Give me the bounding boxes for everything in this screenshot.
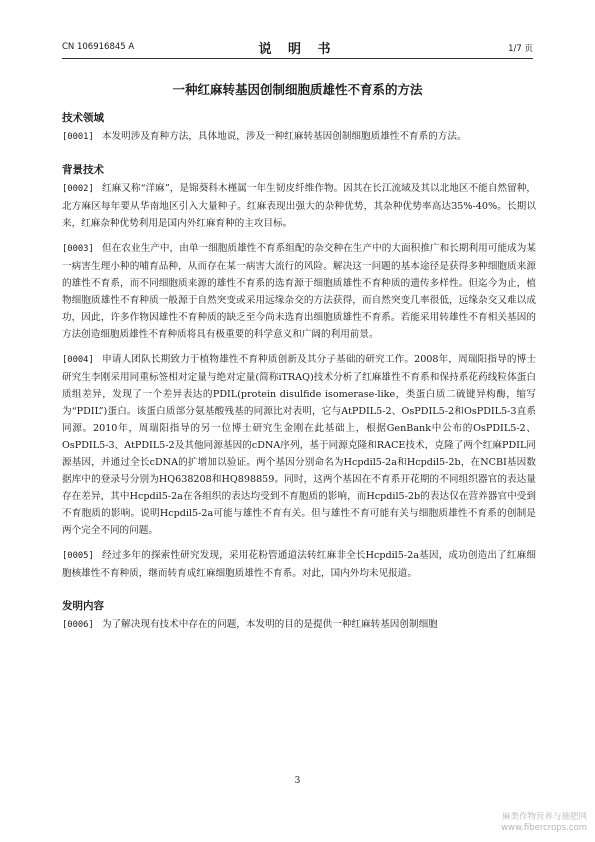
- paragraph-text: 红麻又称“洋麻”，是锦葵科木槿属一年生韧皮纤维作物。因其在长江流域及其以北地区不能自然留种，北方麻区每年要从华南地区引入大量种子。红麻表现出强大的杂种优势，其杂种优势率高达35%-40%。长期以来，红麻杂种优势利用是国内外红麻育种的主攻目标。: [62, 183, 536, 229]
- page-number: 3: [294, 776, 301, 786]
- page-indicator: 1/7 页: [508, 44, 533, 54]
- paragraph-0003: [62, 240, 536, 343]
- section-heading-invention: 发明内容: [62, 600, 104, 612]
- document-title: 一种红麻转基因创制细胞质雄性不育系的方法: [172, 82, 423, 97]
- paragraph-number: [0001]: [62, 132, 94, 142]
- section-heading-tech-field: 技术领域: [62, 112, 104, 124]
- paragraph-text: 但在农业生产中，由单一细胞质雄性不育系组配的杂交种在生产中的大面积推广和长期利用可能成为某一病害生理小种的哺育品种，从而存在某一病害大流行的风险。解决这一问题的基本途径是获得多种细胞质来源的雄性不育系，而不同细胞质来源的雄性不育系的选育源于细胞质雄性不育种质的遗传多样性。但迄今为止，植物细胞质雄性不育种质一般源于自然突变或采用远缘杂交的方法获得，而自然突变几率很低，远缘杂交又难以成功，因此，许多作物因雄性不育种质的缺乏至今尚未选育出细胞质雄性不育系。若能采用转雄性不育相关基因的方法创造细胞质雄性不育种质将具有极重要的科学意义和广阔的利用前景。: [62, 243, 536, 340]
- paragraph-0002: [62, 180, 536, 232]
- paragraph-text: 本发明涉及育种方法，具体地说，涉及一种红麻转基因创制细胞质雄性不育系的方法。: [102, 131, 467, 142]
- publication-number: CN 106916845 A: [62, 42, 135, 52]
- watermark-line-1: 麻类作物营养与施肥网: [501, 812, 587, 822]
- paragraph-0001: [62, 128, 536, 146]
- paragraph-0004: [62, 351, 536, 539]
- watermark-line-2: www.fibercrops.com: [501, 823, 587, 833]
- page-header: [62, 38, 533, 56]
- paragraph-text: 经过多年的探索性研究发现，采用花粉管通道法转红麻非全长Hcpdil5-2a基因，成功创造出了红麻细胞核雄性不育种质，继而转育成红麻细胞质雄性不育系。对此，国内外均未见报道。: [62, 550, 536, 579]
- document-body: [62, 110, 536, 634]
- document-type-heading: 说 明 书: [258, 42, 337, 57]
- paragraph-0006: [62, 616, 536, 634]
- paragraph-number: [0005]: [62, 551, 94, 561]
- paragraph-text: 为了解决现有技术中存在的问题，本发明的目的是提供一种红麻转基因创制细胞: [102, 619, 438, 630]
- paragraph-0005: [62, 547, 536, 582]
- paragraph-number: [0004]: [62, 355, 94, 365]
- header-rule: [62, 58, 533, 59]
- paragraph-number: [0003]: [62, 244, 94, 254]
- section-heading-background: 背景技术: [62, 164, 104, 176]
- watermark: [501, 812, 587, 834]
- paragraph-number: [0006]: [62, 620, 94, 630]
- paragraph-text: 申请人团队长期致力于植物雄性不育种质创新及其分子基础的研究工作。2008年，周瑞阳指导的博士研究生李刚采用同重标签相对定量与绝对定量(简称iTRAQ)技术分析了红麻雄性不育系和保持系花药线粒体蛋白质组差异，发现了一个差异表达的PDIL(protein disulfide isomerase-like，类蛋白质二硫键异构酶，缩写为“PDIL”)蛋白。该蛋白质部分氨基酸残基的同源比对表明，它与AtPDIL5-2、OsPDIL5-2和OsPDIL5-3直系同源。2010年，周瑞阳指导的另一位博士研究生金刚在此基础上，根据GenBank中公布的OsPDIL5-2、OsPDIL5-3、AtPDIL5-2及其他同源基因的cDNA序列，基于同源克隆和RACE技术，克隆了两个红麻PDIL同源基因，并通过全长cDNA的扩增加以验证。两个基因分别命名为Hcpdil5-2a和Hcpdil5-2b，在NCBI基因数据库中的登录号分别为HQ638208和HQ898859。同时，这两个基因在不育系开花期的不同组织器官的表达量存在差异，其中Hcpdil5-2a在各组织的表达均受到不育胞质的影响，而Hcpdil5-2b的表达仅在营养器官中受到不育胞质的影响。说明Hcpdil5-2a可能与雄性不育有关。但与雄性不育可能有关与细胞质雄性不育系的创制是两个完全不同的问题。: [62, 354, 536, 536]
- paragraph-number: [0002]: [62, 184, 94, 194]
